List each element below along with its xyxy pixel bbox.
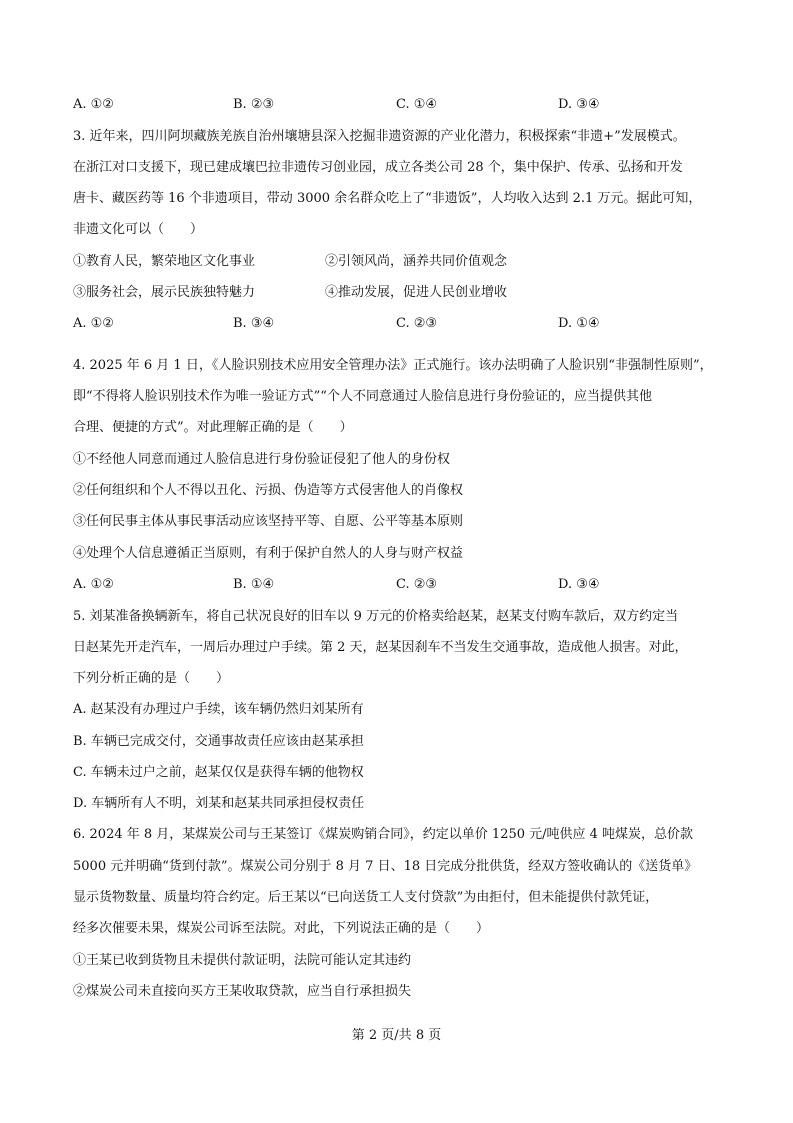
q5-stem-line: 下列分析正确的是（ ） bbox=[73, 671, 230, 686]
q4-stem-line: 即“不得将人脸识别技术作为唯一验证方式”“个人不同意通过人脸信息进行身份验证的，应当提供其他 bbox=[73, 389, 652, 404]
q3-stem-line: 唐卡、藏医药等 16 个非遗项目，带动 3000 余名群众吃上了“非遗饭”，人均收入达到 2.1 万元。据此可知， bbox=[73, 191, 702, 206]
q6-stem-line: 5000 元并明确“货到付款”。煤炭公司分别于 8 月 7 日、18 日完成分批供货，经双方签收确认的《送货单》 bbox=[73, 859, 698, 874]
q5-stem-line: 日赵某先开走汽车，一周后办理过户手续。第 2 天，赵某因刹车不当发生交通事故，造成他人损害。对此， bbox=[73, 640, 688, 655]
top-options-row bbox=[73, 96, 723, 114]
q4-stem-line: 合理、便捷的方式”。对此理解正确的是（ ） bbox=[73, 420, 353, 435]
q4-statement: ③任何民事主体从事民事活动应该坚持平等、自愿、公平等基本原则 bbox=[73, 514, 464, 529]
option-d: D. ③④ bbox=[558, 577, 600, 592]
q5-option: C. 车辆未过户之前，赵某仅仅是获得车辆的他物权 bbox=[73, 765, 364, 780]
option-a: A. ①② bbox=[73, 97, 114, 112]
q6-statement: ②煤炭公司未直接向买方王某收取贷款，应当自行承担损失 bbox=[73, 984, 412, 999]
option-c: C. ①④ bbox=[396, 97, 438, 112]
q4-options-row bbox=[73, 576, 723, 594]
q4-statement: ②任何组织和个人不得以丑化、污损、伪造等方式侵害他人的肖像权 bbox=[73, 483, 464, 498]
q4-statement: ①不经他人同意而通过人脸信息进行身份验证侵犯了他人的身份权 bbox=[73, 452, 451, 467]
q3-choice-2: ②引领风尚，涵养共同价值观念 bbox=[325, 254, 508, 269]
q6-stem-line: 6. 2024 年 8 月，某煤炭公司与王某签订《煤炭购销合同》，约定以单价 1250 元/吨供应 4 吨煤炭，总价款 bbox=[73, 827, 694, 842]
q4-stem-line: 4. 2025 年 6 月 1 日，《人脸识别技术应用安全管理办法》正式施行。该办法明确了人脸识别“非强制性原则”， bbox=[73, 358, 713, 373]
q3-stem-line: 在浙江对口支援下，现已建成壤巴拉非遗传习创业园，成立各类公司 28 个，集中保护、传承、弘扬和开发 bbox=[73, 160, 683, 175]
option-d: D. ①④ bbox=[558, 316, 600, 331]
q3-choices-row bbox=[73, 253, 723, 271]
page-number: 第 2 页/共 8 页 bbox=[351, 1028, 442, 1043]
q5-option: A. 赵某没有办理过户手续，该车辆仍然归刘某所有 bbox=[73, 702, 364, 717]
option-b: B. ①④ bbox=[233, 577, 275, 592]
q5-option: B. 车辆已完成交付，交通事故责任应该由赵某承担 bbox=[73, 734, 364, 749]
option-b: B. ③④ bbox=[233, 316, 275, 331]
option-d: D. ③④ bbox=[558, 97, 600, 112]
option-c: C. ②③ bbox=[396, 577, 438, 592]
q3-choice-3: ③服务社会，展示民族独特魅力 bbox=[73, 285, 256, 300]
q6-stem-line: 显示货物数量、质量均符合约定。后王某以“已向送货工人支付贷款”为由拒付，但未能提供付款凭证， bbox=[73, 890, 659, 905]
option-c: C. ②③ bbox=[396, 316, 438, 331]
q3-stem-line: 3. 近年来，四川阿坝藏族羌族自治州壤塘县深入挖掘非遗资源的产业化潜力，积极探索“非遗+”发展模式。 bbox=[73, 129, 686, 144]
q6-stem-line: 经多次催要未果，煤炭公司诉至法院。对此，下列说法正确的是（ ） bbox=[73, 921, 490, 936]
option-a: A. ①② bbox=[73, 316, 114, 331]
option-b: B. ②③ bbox=[233, 97, 275, 112]
q4-statement: ④处理个人信息遵循正当原则，有利于保护自然人的人身与财产权益 bbox=[73, 546, 464, 561]
q6-statement: ①王某已收到货物且未提供付款证明，法院可能认定其违约 bbox=[73, 953, 412, 968]
q3-options-row bbox=[73, 315, 723, 333]
q5-stem-line: 5. 刘某准备换辆新车，将自己状况良好的旧车以 9 万元的价格卖给赵某，赵某支付购车款后，双方约定当 bbox=[73, 609, 679, 624]
q3-choices-row bbox=[73, 284, 723, 302]
option-a: A. ①② bbox=[73, 577, 114, 592]
q5-option: D. 车辆所有人不明，刘某和赵某共同承担侵权责任 bbox=[73, 796, 365, 811]
q3-stem-line: 非遗文化可以（ ） bbox=[73, 222, 204, 237]
q3-choice-4: ④推动发展，促进人民创业增收 bbox=[325, 285, 508, 300]
q3-choice-1: ①教育人民，繁荣地区文化事业 bbox=[73, 254, 256, 269]
